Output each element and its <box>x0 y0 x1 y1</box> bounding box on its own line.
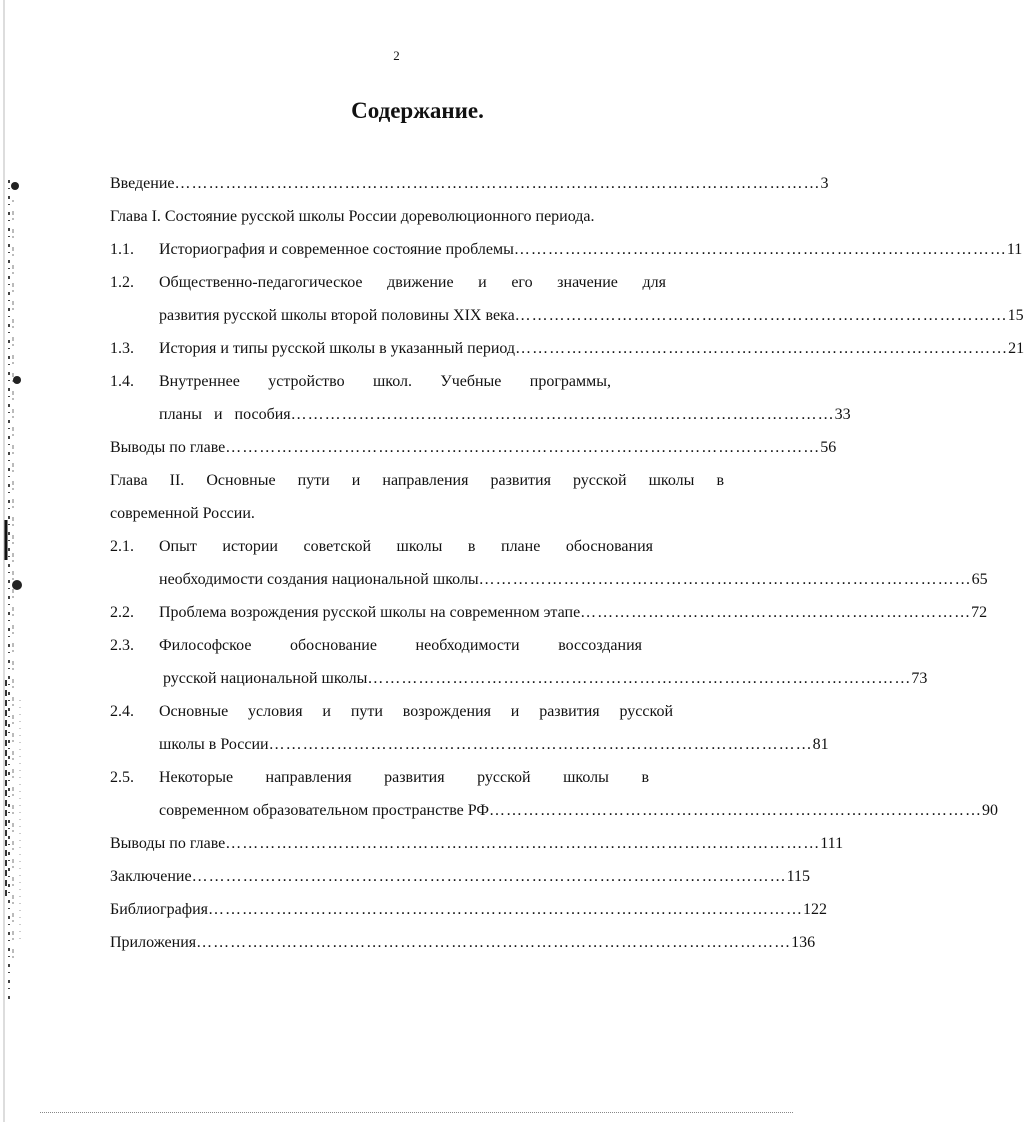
section-number: 2.4. <box>110 703 134 720</box>
dot-leader: …………………………………………………………………………………… <box>290 406 835 423</box>
chapter-2-heading: Глава II. Основные пути и направления развития русской школы в <box>110 472 724 489</box>
section-number: 1.2. <box>110 274 134 291</box>
toc-entry-2-3-cont: русской национальной школы …………………………………………………………………………………… 73 <box>110 667 724 691</box>
dot-leader: …………………………………………………………………………………… <box>367 670 912 687</box>
toc-entry-appendices: Приложения …………………………………………………………………………………………… 136 <box>110 931 720 955</box>
page-ref: 56 <box>820 439 837 456</box>
page-ref: 90 <box>982 802 999 819</box>
dot-leader: …………………………………………………………… <box>580 604 972 621</box>
toc-entry-1-1: 1.1. Историография и современное состояние проблемы …………………………………………………………………………… 11 <box>110 238 724 262</box>
toc-entry-1-2: 1.2. Общественно-педагогическое движение и его значение для <box>110 271 724 295</box>
toc-entry-ch2-conclusions: Выводы по главе …………………………………………………………………………………………… 111 <box>110 832 724 856</box>
scan-bottom-edge <box>40 1112 793 1113</box>
page-ref: 72 <box>971 604 988 621</box>
page-title: Содержание. <box>351 98 484 123</box>
dot-leader: …………………………………………………………………………… <box>515 340 1009 357</box>
toc-entry-intro: Введение …………………………………………………………………………………………………… 3 <box>110 172 724 196</box>
toc-entry-2-4-cont: школы в России …………………………………………………………………………………… 81 <box>110 733 724 757</box>
section-number: 2.1. <box>110 538 134 555</box>
dot-leader: …………………………………………………………………………………………… <box>225 835 821 852</box>
toc-entry-2-1-cont: необходимости создания национальной школы …………………………………………………………………………… 65 <box>110 568 724 592</box>
dot-leader: …………………………………………………………………………… <box>514 307 1008 324</box>
toc-entry-1-3: 1.3. История и типы русской школы в указанный период …………………………………………………………………………… 21 <box>110 337 724 361</box>
toc-entry-2-5: 2.5. Некоторые направления развития русской школы в <box>110 766 724 790</box>
toc-entry-ch1-conclusions: Выводы по главе …………………………………………………………………………………………… 56 <box>110 436 724 460</box>
dot-leader: …………………………………………………………………………… <box>489 802 983 819</box>
dot-leader: …………………………………………………………………………………………… <box>191 868 787 885</box>
section-number: 2.2. <box>110 604 134 621</box>
page-number: 2 <box>393 48 400 63</box>
page-ref: 81 <box>812 736 829 753</box>
dot-leader: …………………………………………………………………………………………… <box>196 934 792 951</box>
toc-entry-1-4-cont: планы и пособия …………………………………………………………………………………… 33 <box>110 403 724 427</box>
toc-entry-conclusion: Заключение …………………………………………………………………………………………… 115 <box>110 865 724 889</box>
page-ref: 73 <box>911 670 928 687</box>
section-number: 1.1. <box>110 241 134 258</box>
page-ref: 21 <box>1008 340 1024 357</box>
toc-entry-2-2: 2.2. Проблема возрождения русской школы на современном этапе …………………………………………………………… 72 <box>110 601 724 625</box>
page-ref: 111 <box>820 835 844 852</box>
page-ref: 11 <box>1006 241 1023 258</box>
toc-entry-1-4: 1.4. Внутреннее устройство школ. Учебные программы, <box>110 370 724 394</box>
dot-leader: …………………………………………………………………………………………… <box>225 439 821 456</box>
page-ref: 3 <box>820 175 829 192</box>
dot-leader: …………………………………………………………………………………………………… <box>174 175 821 192</box>
dot-leader: …………………………………………………………………………… <box>478 571 972 588</box>
section-number: 2.3. <box>110 637 134 654</box>
toc-entry-2-5-cont: современном образовательном пространстве РФ …………………………………………………………………………… 90 <box>110 799 724 823</box>
dot-leader: …………………………………………………………………………………… <box>268 736 813 753</box>
toc-entry-2-3: 2.3. Философское обоснование необходимости воссоздания <box>110 634 724 658</box>
page-ref: 15 <box>1007 307 1024 324</box>
page-ref: 136 <box>791 934 816 951</box>
page-ref: 65 <box>971 571 988 588</box>
page-ref: 33 <box>834 406 851 423</box>
toc-entry-bibliography: Библиография …………………………………………………………………………………………… 122 <box>110 898 720 922</box>
toc-entry-2-4: 2.4. Основные условия и пути возрождения и развития русской <box>110 700 724 724</box>
scan-edge-artifact <box>0 0 28 1122</box>
page-ref: 115 <box>786 868 810 885</box>
page-ref: 122 <box>803 901 827 918</box>
toc-entry-2-1: 2.1. Опыт истории советской школы в плане обоснования <box>110 535 724 559</box>
section-number: 2.5. <box>110 769 134 786</box>
section-number: 1.3. <box>110 340 134 357</box>
dot-leader: …………………………………………………………………………… <box>513 241 1007 258</box>
chapter-1-heading: Глава I. Состояние русской школы России дореволюционного периода. <box>110 208 595 225</box>
chapter-2-heading-cont: современной России. <box>110 505 255 522</box>
dot-leader: …………………………………………………………………………………………… <box>208 901 803 918</box>
toc-entry-1-2-cont: развития русской школы второй половины XIX века …………………………………………………………………………… 15 <box>110 304 724 328</box>
section-number: 1.4. <box>110 373 134 390</box>
